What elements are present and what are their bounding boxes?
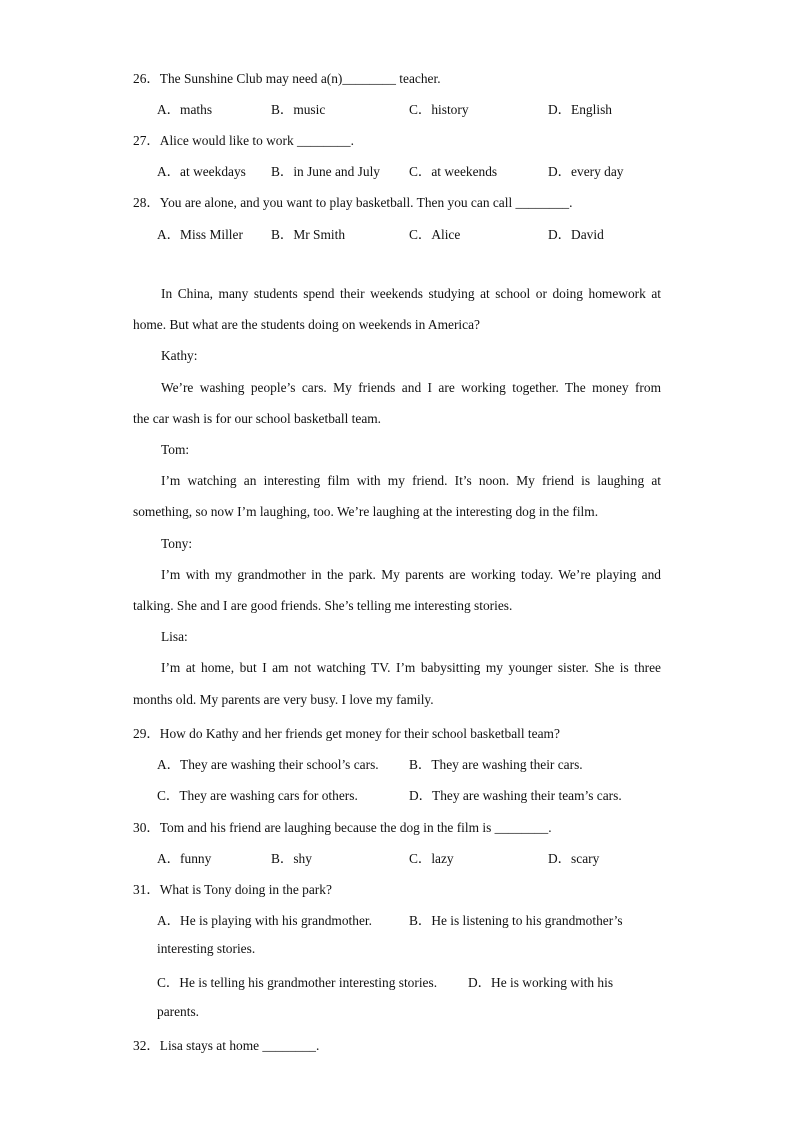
speaker-tony: Tony:: [161, 536, 193, 551]
question-28-option-b: B．Mr Smith: [271, 227, 346, 242]
question-31-option-c: C．He is telling his grandmother interesting stories.: [157, 975, 438, 990]
tony-line-1: I’m with my grandmother in the park. My parents are working today. We’re playing and: [161, 567, 661, 582]
question-27-stem: 27．Alice would like to work ________.: [133, 133, 354, 148]
tom-line-1: I’m watching an interesting film with my friend. It’s noon. My friend is laughing at: [161, 473, 661, 488]
question-26-option-b: B．music: [271, 102, 326, 117]
question-28-option-c: C．Alice: [409, 227, 461, 242]
kathy-line-2: the car wash is for our school basketball team.: [133, 411, 382, 426]
question-27-option-b: B．in June and July: [271, 164, 380, 179]
question-29-option-b: B．They are washing their cars.: [409, 757, 583, 772]
question-27-option-c: C．at weekends: [409, 164, 498, 179]
question-30-stem: 30．Tom and his friend are laughing because the dog in the film is ________.: [133, 820, 552, 835]
question-30-option-c: C．lazy: [409, 851, 454, 866]
question-31-option-d: D．He is working with his: [468, 975, 614, 990]
question-28-stem: 28．You are alone, and you want to play basketball. Then you can call ________.: [133, 195, 573, 210]
question-29-stem: 29．How do Kathy and her friends get money for their school basketball team?: [133, 726, 560, 741]
tom-line-2: something, so now I’m laughing, too. We’re laughing at the interesting dog in the film.: [133, 504, 599, 519]
passage-intro-line-2: home. But what are the students doing on weekends in America?: [133, 317, 480, 332]
question-26-stem: 26．The Sunshine Club may need a(n)________ teacher.: [133, 71, 441, 86]
question-28-option-d: D．David: [548, 227, 604, 242]
question-30-option-b: B．shy: [271, 851, 312, 866]
question-32-stem: 32．Lisa stays at home ________.: [133, 1038, 320, 1053]
question-29-option-c: C．They are washing cars for others.: [157, 788, 358, 803]
lisa-line-1: I’m at home, but I am not watching TV. I’m babysitting my younger sister. She is three: [161, 660, 661, 675]
question-31-option-d-continued: parents.: [157, 1004, 200, 1019]
question-30-option-d: D．scary: [548, 851, 600, 866]
question-29-option-a: A．They are washing their school’s cars.: [157, 757, 379, 772]
question-30-option-a: A．funny: [157, 851, 212, 866]
question-26-option-d: D．English: [548, 102, 612, 117]
tony-line-2: talking. She and I are good friends. She’s telling me interesting stories.: [133, 598, 513, 613]
passage-intro-line-1: In China, many students spend their weekends studying at school or doing homework at: [161, 286, 661, 301]
speaker-kathy: Kathy:: [161, 348, 198, 363]
speaker-lisa: Lisa:: [161, 629, 188, 644]
question-29-option-d: D．They are washing their team’s cars.: [409, 788, 622, 803]
question-27-option-d: D．every day: [548, 164, 624, 179]
lisa-line-2: months old. My parents are very busy. I love my family.: [133, 692, 434, 707]
kathy-line-1: We’re washing people’s cars. My friends and I are working together. The money from: [161, 380, 661, 395]
question-31-stem: 31．What is Tony doing in the park?: [133, 882, 332, 897]
question-28-option-a: A．Miss Miller: [157, 227, 243, 242]
question-31-option-b: B．He is listening to his grandmother’s: [409, 913, 623, 928]
question-26-option-a: A．maths: [157, 102, 213, 117]
speaker-tom: Tom:: [161, 442, 190, 457]
question-27-option-a: A．at weekdays: [157, 164, 246, 179]
question-31-option-b-continued: interesting stories.: [157, 941, 256, 956]
question-31-option-a: A．He is playing with his grandmother.: [157, 913, 372, 928]
question-26-option-c: C．history: [409, 102, 469, 117]
